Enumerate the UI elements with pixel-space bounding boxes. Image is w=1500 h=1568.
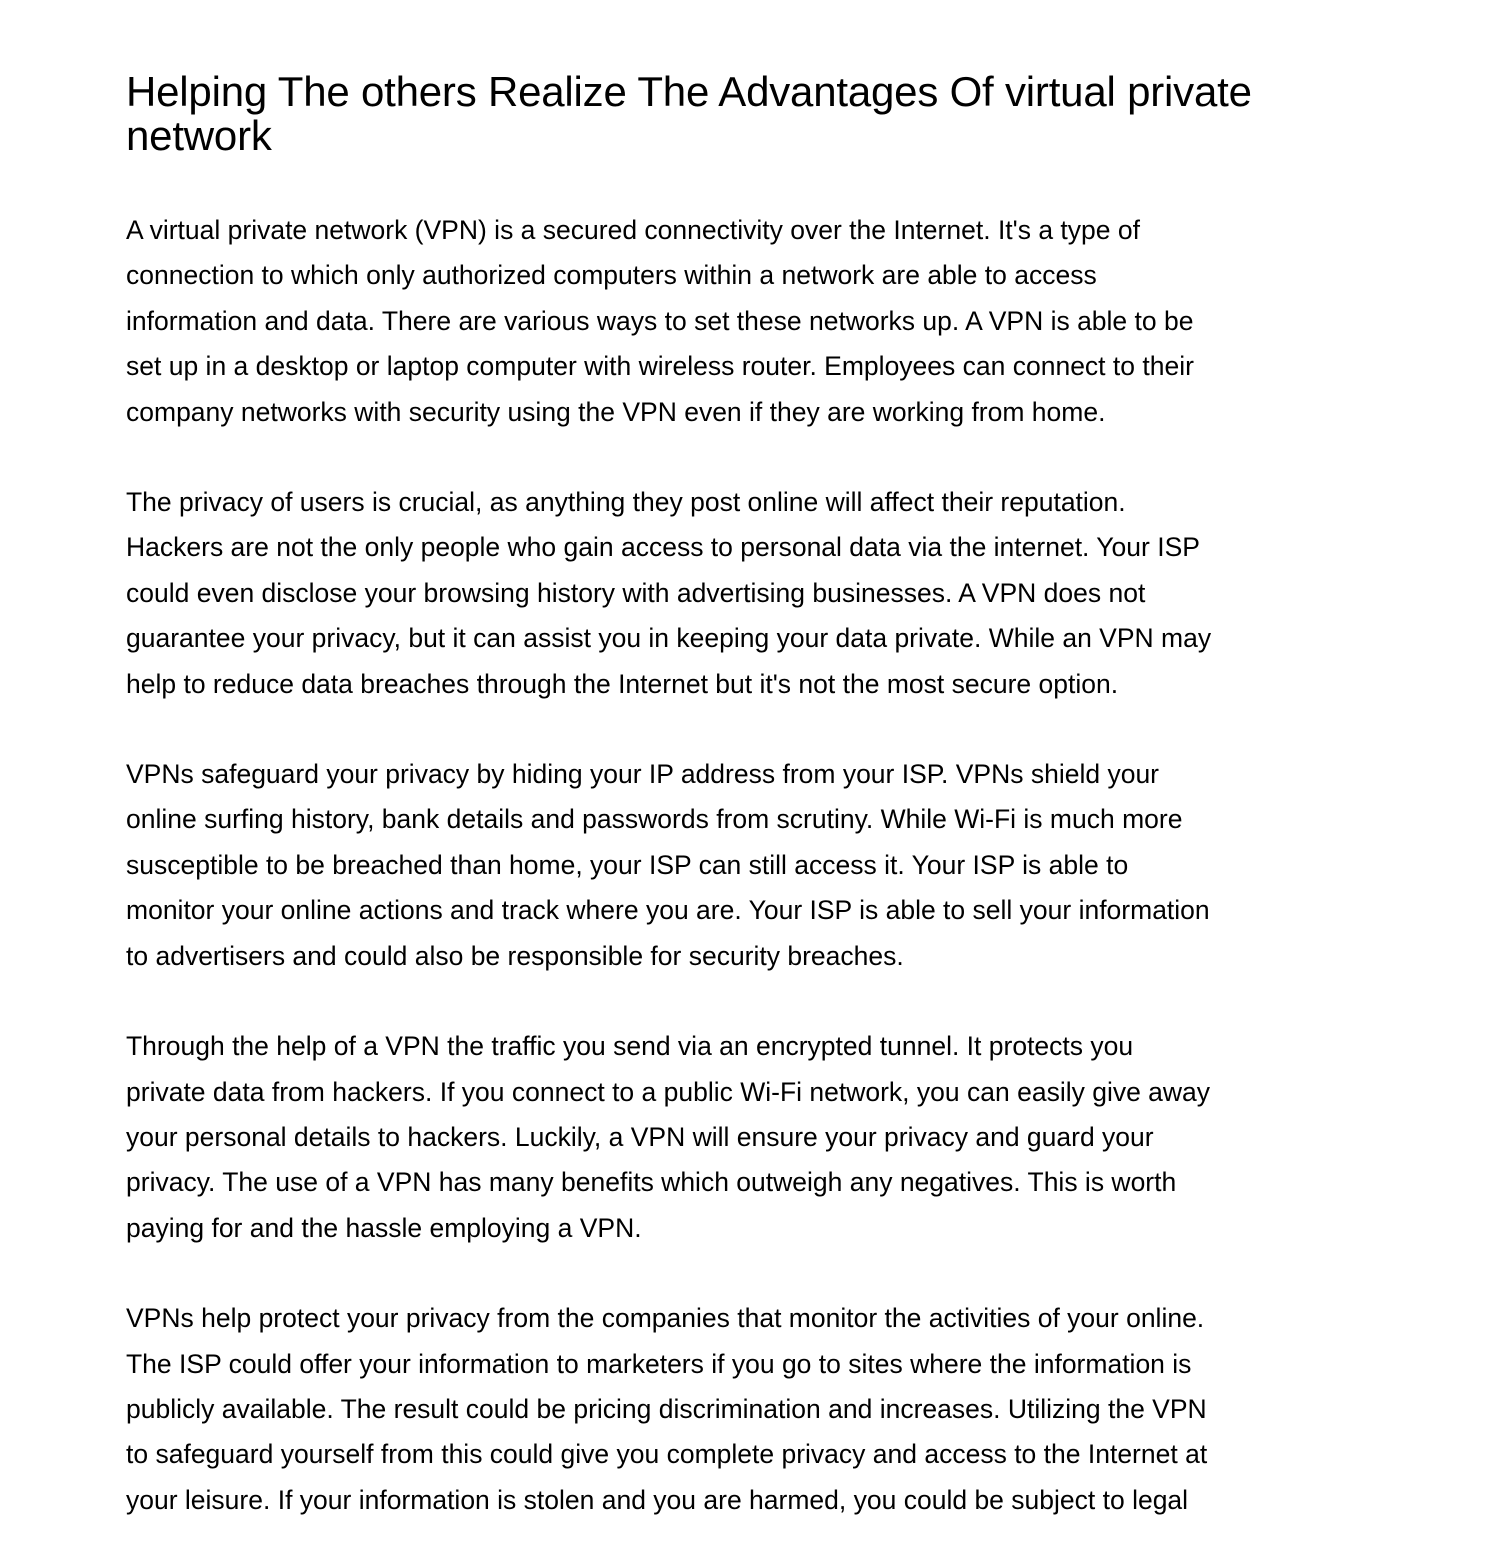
text-line: to safeguard yourself from this could give you complete privacy and access to the Internet at: [126, 1439, 1208, 1470]
paragraph: [126, 752, 1376, 979]
paragraph: [126, 480, 1376, 707]
text-line: help to reduce data breaches through the Internet but it's not the most secure option.: [126, 668, 1119, 699]
text-line: The privacy of users is crucial, as anything they post online will affect their reputation.: [126, 487, 1126, 518]
document-body: [126, 208, 1376, 1523]
text-line: private data from hackers. If you connect to a public Wi-Fi network, you can easily give away: [126, 1076, 1211, 1107]
text-line: paying for and the hassle employing a VPN.: [126, 1212, 642, 1243]
paragraph: [126, 1024, 1376, 1251]
title-line: Helping The others Realize The Advantages Of virtual private: [126, 68, 1252, 115]
text-line: set up in a desktop or laptop computer with wireless router. Employees can connect to their: [126, 351, 1194, 382]
text-line: privacy. The use of a VPN has many benefits which outweigh any negatives. This is worth: [126, 1167, 1177, 1198]
text-line: A virtual private network (VPN) is a secured connectivity over the Internet. It's a type of: [126, 215, 1140, 245]
text-line: VPNs help protect your privacy from the companies that monitor the activities of your online.: [126, 1303, 1205, 1334]
text-line: your personal details to hackers. Luckily, a VPN will ensure your privacy and guard your: [126, 1121, 1154, 1152]
text-line: guarantee your privacy, but it can assist you in keeping your data private. While an VPN may: [126, 623, 1212, 654]
text-line: to advertisers and could also be responsible for security breaches.: [126, 940, 904, 971]
document-page: [126, 70, 1376, 1568]
text-line: Hackers are not the only people who gain access to personal data via the internet. Your ISP: [126, 532, 1200, 563]
text-line: monitor your online actions and track where you are. Your ISP is able to sell your information: [126, 895, 1210, 926]
text-line: information and data. There are various ways to set these networks up. A VPN is able to be: [126, 305, 1194, 336]
text-line: The ISP could offer your information to marketers if you go to sites where the information is: [126, 1348, 1192, 1379]
text-line: publicly available. The result could be pricing discrimination and increases. Utilizing the VPN: [126, 1393, 1207, 1424]
document-title: [126, 70, 1376, 158]
text-line: connection to which only authorized computers within a network are able to access: [126, 260, 1097, 291]
text-line: susceptible to be breached than home, your ISP can still access it. Your ISP is able to: [126, 849, 1129, 880]
text-line: your leisure. If your information is stolen and you are harmed, you could be subject to legal: [126, 1484, 1189, 1515]
text-line: VPNs safeguard your privacy by hiding your IP address from your ISP. VPNs shield your: [126, 759, 1160, 790]
paragraph: [126, 208, 1376, 435]
text-line: online surfing history, bank details and passwords from scrutiny. While Wi-Fi is much more: [126, 804, 1183, 835]
text-line: company networks with security using the VPN even if they are working from home.: [126, 396, 1106, 427]
text-line: Through the help of a VPN the traffic you send via an encrypted tunnel. It protects you: [126, 1031, 1134, 1062]
paragraph: [126, 1296, 1376, 1523]
text-line: could even disclose your browsing history with advertising businesses. A VPN does not: [126, 577, 1146, 608]
title-line: network: [126, 112, 272, 159]
